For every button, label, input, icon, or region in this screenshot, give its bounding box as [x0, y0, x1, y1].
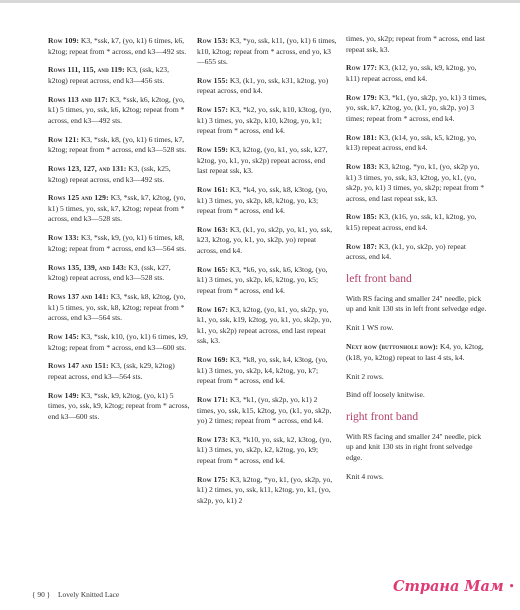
instruction-paragraph — [346, 390, 488, 401]
watermark-text: Страна Мам — [393, 578, 504, 595]
row-text: K3, k2tog, *yo, k1, (yo, sk2p yo, k1) 3 times, yo, ssk, k3, k2tog, yo, k1, (yo, sk2p, yo, k1) 3 times, yo, sk2p; repeat from * across, end last repeat ssk, k3. — [346, 162, 485, 203]
row-text: K3, *ssk, k10, (yo, k1) 6 times, k9, k2tog; repeat from * across, end k3—600 sts. — [48, 332, 188, 352]
instruction-paragraph — [346, 472, 488, 483]
instruction-paragraph — [346, 34, 488, 55]
row-text: K3, *k6, yo, ssk, k6, k3tog, (yo, k1) 3 times, yo, sk2p, k6, k2tog, yo, k5; repeat from * across, end k4. — [197, 264, 328, 295]
instruction-paragraph — [48, 164, 190, 185]
row-text: K3, k2tog, (yo, k1, yo, sk2p, yo, k1, yo, ssk, k19, k2tog, yo, k1, yo, sk2p, yo, k1, yo, sk2p) repeat across, end last repeat ssk, k3. — [197, 304, 332, 346]
row-text: K3, *k8, yo, ssk, k4, k3tog, (yo, k1) 3 times, yo, sk2p, k4, k2tog, yo, k7; repeat from * across, end k4. — [197, 355, 328, 386]
row-text: K4, yo, k2tog, (k18, yo, k2tog) repeat to last 4 sts, k4. — [346, 342, 484, 362]
row-label: Row 177: — [346, 63, 377, 73]
instruction-paragraph — [48, 263, 190, 284]
instruction-paragraph — [346, 63, 488, 84]
instruction-paragraph — [346, 212, 488, 233]
instruction-paragraph — [197, 265, 337, 297]
row-label: Row 165: — [197, 264, 228, 274]
instruction-paragraph — [346, 432, 488, 464]
row-label: Row 179: — [346, 92, 377, 102]
row-label: Row 171: — [197, 395, 228, 405]
row-label: Row 157: — [197, 105, 228, 115]
instruction-paragraph — [346, 242, 488, 263]
site-watermark — [393, 578, 515, 595]
top-rule — [0, 0, 520, 3]
row-text: K3, (ssk, k23, k2tog) repeat across, end k3—456 sts. — [48, 65, 170, 85]
row-label: Row 173: — [197, 434, 228, 444]
row-text: K3, k2tog, *yo, k1, (yo, sk2p, yo, k1) 2 times, yo, ssk, k11, k2tog, yo, k1, (yo, sk2p, yo, k1) 2 — [197, 474, 333, 505]
row-text: times, yo, sk2p; repeat from * across, end last repeat ssk, k3. — [346, 34, 485, 54]
row-label: Rows 135, 139, and 143: — [48, 262, 127, 272]
instruction-paragraph — [346, 133, 488, 154]
row-text: K3, (ssk, k29, k2tog) repeat across, end k3—564 sts. — [48, 361, 175, 381]
row-text: Knit 1 WS row. — [346, 323, 394, 333]
row-text: K3, (ssk, k25, k2tog) repeat across, end k3—492 sts. — [48, 164, 171, 184]
instruction-paragraph — [197, 76, 337, 97]
row-label: Rows 111, 115, and 119: — [48, 65, 125, 75]
row-label: Row 133: — [48, 233, 79, 243]
row-text: K3, *ssk, k9, (yo, k1) 6 times, k8, k2tog; repeat from * across, end k3—564 sts. — [48, 233, 187, 253]
instruction-paragraph — [48, 292, 190, 324]
instruction-paragraph — [197, 395, 337, 427]
instruction-paragraph — [197, 36, 337, 68]
row-text: K3, *ssk, k8, k2tog, (yo, k1) 5 times, yo, ssk, k8, k2tog; repeat from * across, end k3—564 sts. — [48, 292, 186, 323]
instruction-paragraph — [346, 294, 488, 315]
row-text: K3, *ssk, k7, (yo, k1) 6 times, k6, k2tog; repeat from * across, end k3—492 sts. — [48, 36, 187, 56]
row-label: Row 109: — [48, 36, 79, 45]
row-label: Rows 123, 127, and 131: — [48, 164, 127, 174]
row-label: Row 187: — [346, 241, 377, 251]
row-text: K3, *ssk, k6, k2tog, (yo, k1) 5 times, yo, ssk, k6, k2tog; repeat from * across, end k3—492 sts. — [48, 94, 185, 125]
instruction-paragraph — [346, 372, 488, 383]
instruction-paragraph — [48, 233, 190, 254]
row-text: With RS facing and smaller 24" needle, pick up and knit 130 sts in right front selvedge edge. — [346, 431, 482, 462]
row-text: K3, (ssk, k27, k2tog) repeat across, end k3—528 sts. — [48, 262, 171, 283]
row-text: Bind off loosely knitwise. — [346, 390, 425, 400]
instruction-paragraph — [48, 36, 190, 57]
row-label: Row 153: — [197, 36, 228, 45]
watermark-dot: • — [508, 582, 515, 592]
row-text: K3, (k16, yo, ssk, k1, k2tog, yo, k15) repeat across, end k4. — [346, 212, 477, 232]
instruction-paragraph — [197, 185, 337, 217]
row-text: K3, *ssk, k8, (yo, k1) 6 times, k7, k2tog; repeat from * across, end k3—528 sts. — [48, 134, 187, 155]
row-label: Row 161: — [197, 185, 228, 195]
instruction-paragraph — [346, 93, 488, 125]
right-front-band-heading: right front band — [346, 410, 419, 423]
column-2 — [197, 36, 337, 515]
left-front-band-heading: left front band — [346, 272, 412, 285]
left-front-band-instructions — [346, 294, 488, 401]
instruction-paragraph — [197, 225, 337, 257]
instruction-paragraph — [48, 65, 190, 86]
instruction-paragraph — [48, 391, 190, 423]
row-text: Knit 4 rows. — [346, 471, 384, 481]
row-label: Rows 113 and 117: — [48, 94, 108, 104]
row-text: K3, (k1, yo, sk2p, yo, k1, yo, ssk, k23, k2tog, yo, k1, yo, sk2p, yo) repeat across, end k4. — [197, 224, 333, 255]
row-text: K3, (k14, yo, ssk, k5, k2tog, yo, k13) repeat across, end k4. — [346, 132, 477, 153]
row-text: K3, *k1, (yo, sk2p, yo, k1) 2 times, yo, ssk, k15, k2tog, yo, (k1, yo, sk2p, yo) 2 times; repeat from * across, end k4. — [197, 395, 332, 426]
instruction-paragraph — [197, 435, 337, 467]
row-label: Next row (buttonhole row): — [346, 342, 439, 352]
instruction-paragraph — [48, 95, 190, 127]
row-text: With RS facing and smaller 24" needle, pick up and knit 130 sts in left front selvedge edge. — [346, 293, 487, 314]
row-text: K3, *yo, ssk, k11, (yo, k1) 6 times, k10, k2tog; repeat from * across, end yo, k3—655 sts. — [197, 36, 337, 66]
instruction-paragraph — [346, 162, 488, 204]
book-title: Lovely Knitted Lace — [58, 590, 120, 599]
instruction-paragraph — [346, 323, 488, 334]
column-3-rows — [346, 34, 488, 263]
row-text: K3, (k1, yo, sk2p, yo) repeat across, end k4. — [346, 241, 466, 262]
instruction-paragraph — [197, 475, 337, 507]
row-label: Row 121: — [48, 134, 79, 144]
row-text: K3, k2tog, (yo, k1, yo, ssk, k27, k2tog, yo, k1, yo, sk2p) repeat across, end last repeat ssk, k3. — [197, 145, 328, 176]
row-label: Row 155: — [197, 75, 228, 85]
row-text: K3, (k12, yo, ssk, k9, k2tog, yo, k11) repeat across, end k4. — [346, 63, 477, 83]
row-label: Rows 125 and 129: — [48, 193, 109, 203]
row-label: Rows 147 and 151: — [48, 361, 109, 371]
row-label: Row 185: — [346, 212, 377, 222]
row-text: K3, *k10, yo, ssk, k2, k3tog, (yo, k1) 3 times, yo, sk2p, k2, k2tog, yo, k9; repeat from * across, end k4. — [197, 434, 332, 465]
instruction-paragraph — [197, 145, 337, 177]
row-text: K3, *ssk, k9, k2tog, (yo, k1) 5 times, yo, ssk, k9, k2tog; repeat from * across, end k3—600 sts. — [48, 390, 190, 421]
instruction-paragraph — [48, 135, 190, 156]
instruction-paragraph — [197, 355, 337, 387]
instruction-paragraph — [48, 193, 190, 225]
instruction-paragraph — [48, 332, 190, 353]
row-label: Row 159: — [197, 145, 228, 155]
row-label: Row 181: — [346, 132, 377, 142]
row-label: Row 175: — [197, 474, 228, 484]
column-1 — [48, 36, 190, 431]
row-label: Row 167: — [197, 304, 228, 314]
row-text: K3, *k2, yo, ssk, k10, k3tog, (yo, k1) 3 times, yo, sk2p, k10, k2tog, yo, k1; repeat from * across, end k4. — [197, 105, 332, 136]
row-label: Row 149: — [48, 390, 79, 400]
row-label: Row 169: — [197, 355, 228, 365]
row-text: K3, *k1, (yo, sk2p, yo, k1) 3 times, yo, ssk, k7, k2tog, yo, (k1, yo, sk2p, yo) 3 times; repeat from * across, end k4. — [346, 92, 487, 123]
instruction-paragraph — [197, 305, 337, 347]
row-text: K3, (k1, yo, ssk, k31, k2tog, yo) repeat across, end k4. — [197, 75, 329, 96]
row-label: Row 145: — [48, 332, 79, 342]
page-number: { 90 } — [32, 590, 51, 599]
instruction-paragraph — [48, 361, 190, 382]
page-footer — [32, 590, 119, 599]
column-3 — [346, 34, 488, 491]
row-text: Knit 2 rows. — [346, 371, 384, 381]
right-front-band-instructions — [346, 432, 488, 482]
row-text: K3, *ssk, k7, k2tog, (yo, k1) 5 times, yo, ssk, k7, k2tog; repeat from * across, end k3—528 sts. — [48, 193, 186, 224]
instruction-paragraph — [197, 105, 337, 137]
row-label: Row 163: — [197, 224, 228, 234]
row-label: Rows 137 and 141: — [48, 292, 109, 302]
row-label: Row 183: — [346, 162, 377, 172]
instruction-paragraph — [346, 342, 488, 363]
row-text: K3, *k4, yo, ssk, k8, k3tog, (yo, k1) 3 times, yo, sk2p, k8, k2tog, yo, k3; repeat from * across, end k4. — [197, 185, 328, 216]
